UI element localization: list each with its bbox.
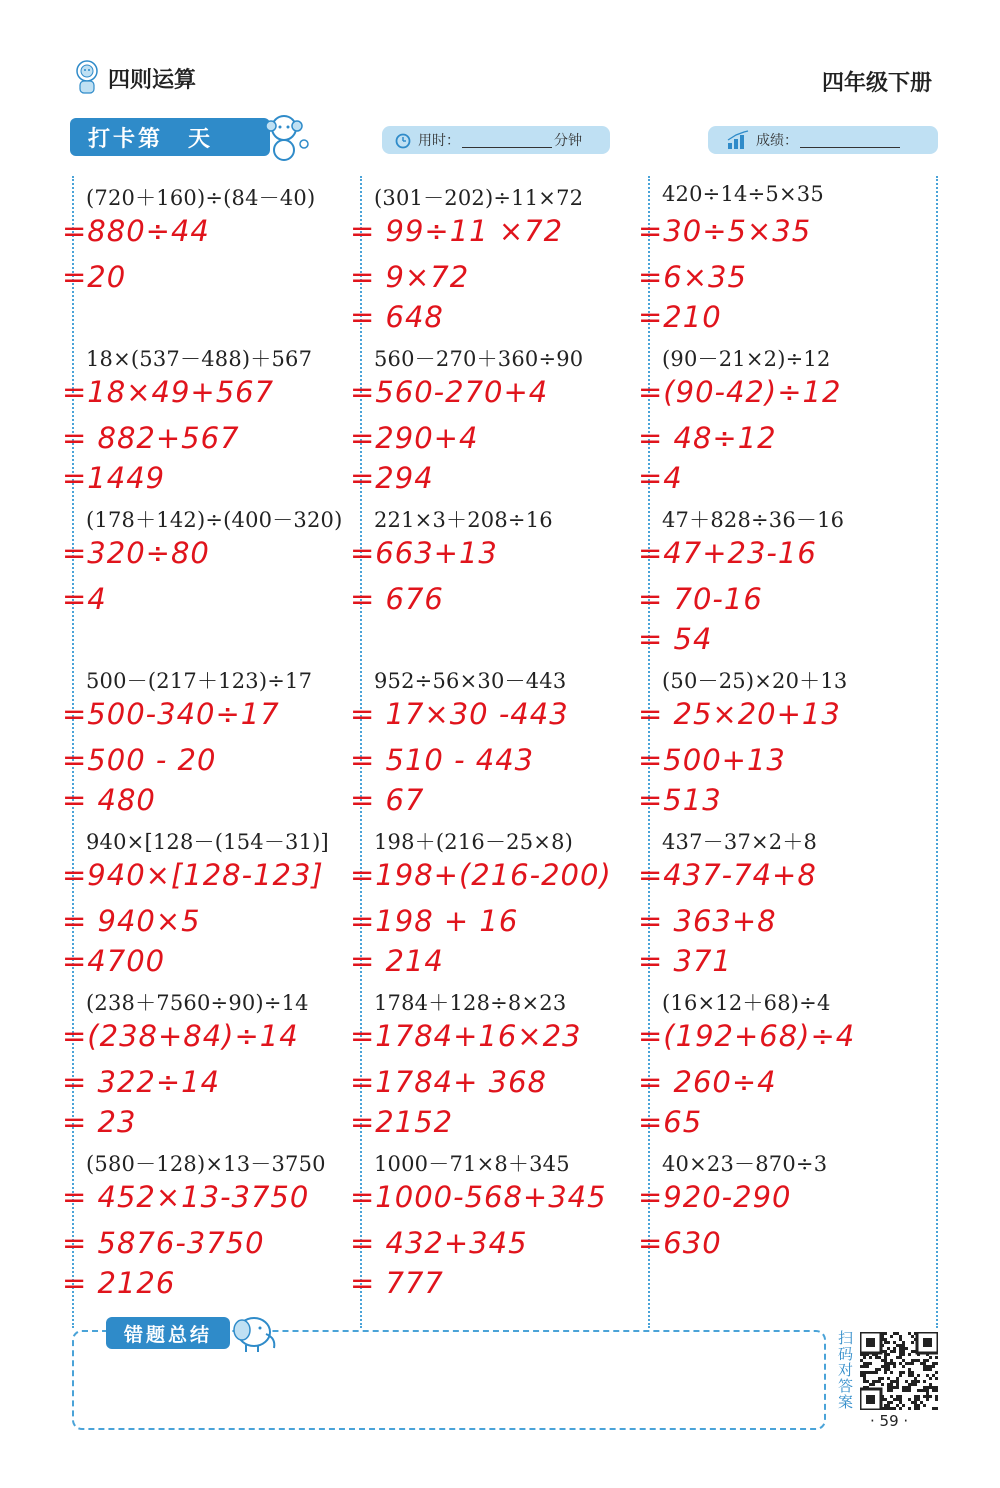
handwritten-step: =500+13 [638, 743, 786, 777]
handwritten-step: = 363+8 [638, 904, 777, 938]
problem-cell [62, 981, 360, 1142]
problem-expression: 40×23－870÷3 [662, 1152, 828, 1176]
handwritten-step: =2152 [350, 1105, 454, 1139]
problem-expression: 560－270＋360÷90 [374, 347, 584, 371]
handwritten-step: = 25×20+13 [638, 697, 841, 731]
time-field [382, 126, 610, 154]
problem-cell [62, 1142, 360, 1303]
handwritten-step: =4700 [62, 944, 166, 978]
handwritten-step: = 54 [638, 622, 713, 656]
problem-expression: (580－128)×13－3750 [86, 1152, 326, 1176]
problem-cell [62, 820, 360, 981]
handwritten-step: = 48÷12 [638, 421, 777, 455]
problem-expression: 952÷56×30－443 [374, 669, 567, 693]
time-label: 用时： [418, 133, 460, 149]
problem-expression: 221×3＋208÷16 [374, 508, 553, 532]
qr-code-icon[interactable] [860, 1332, 938, 1410]
handwritten-step: = 676 [350, 582, 444, 616]
handwritten-step: =500 - 20 [62, 743, 217, 777]
problem-expression: 437－37×2＋8 [662, 830, 818, 854]
scan-answer-label: 扫码对答案 [838, 1329, 854, 1411]
handwritten-step: =198 + 16 [350, 904, 519, 938]
handwritten-step: =4 [638, 461, 683, 495]
alarm-clock-icon [394, 131, 412, 149]
handwritten-step: =290+4 [350, 421, 479, 455]
problem-cell [350, 337, 648, 498]
page-number: · 59 · [870, 1412, 909, 1430]
score-label: 成绩： [756, 133, 798, 149]
problem-expression: (50－25)×20＋13 [662, 669, 848, 693]
handwritten-step: =500-340÷17 [62, 697, 280, 731]
handwritten-step: = 214 [350, 944, 444, 978]
handwritten-step: = 67 [350, 783, 425, 817]
problem-cell [62, 337, 360, 498]
handwritten-step: =294 [350, 461, 434, 495]
problem-expression: (720＋160)÷(84－40) [86, 186, 316, 210]
problem-expression: (301－202)÷11×72 [374, 186, 584, 210]
handwritten-step: =920-290 [638, 1180, 792, 1214]
problem-expression: 18×(537－488)＋567 [86, 347, 313, 371]
time-input-line[interactable] [462, 133, 552, 148]
problem-expression: (238＋7560÷90)÷14 [86, 991, 309, 1015]
problem-cell [62, 176, 360, 337]
handwritten-step: = 2126 [62, 1266, 176, 1300]
handwritten-step: = 23 [62, 1105, 137, 1139]
section-title: 四则运算 [108, 67, 197, 93]
section-header [72, 58, 196, 98]
monkey-mascot-icon [258, 110, 314, 166]
problem-cell [638, 498, 936, 659]
handwritten-step: =940×[128-123] [62, 858, 324, 892]
handwritten-step: =1000-568+345 [350, 1180, 607, 1214]
handwritten-step: = 777 [350, 1266, 444, 1300]
problem-expression: 198＋(216－25×8) [374, 830, 574, 854]
handwritten-step: =1449 [62, 461, 166, 495]
problem-cell [350, 176, 648, 337]
score-field [708, 126, 938, 154]
handwritten-step: =663+13 [350, 536, 498, 570]
problem-cell [350, 1142, 648, 1303]
problem-expression: (178＋142)÷(400－320) [86, 508, 343, 532]
problem-expression: 47＋828÷36－16 [662, 508, 845, 532]
elephant-mascot-icon [228, 1312, 280, 1354]
problem-expression: 1000－71×8＋345 [374, 1152, 570, 1176]
handwritten-step: = 452×13-3750 [62, 1180, 310, 1214]
problem-expression: 1784＋128÷8×23 [374, 991, 567, 1015]
lion-mascot-icon [72, 59, 102, 97]
handwritten-step: = 70-16 [638, 582, 763, 616]
handwritten-step: = 9×72 [350, 260, 470, 294]
handwritten-step: =513 [638, 783, 722, 817]
problem-cell [350, 820, 648, 981]
handwritten-step: =6×35 [638, 260, 747, 294]
handwritten-step: =560-270+4 [350, 375, 549, 409]
handwritten-step: = 882+567 [62, 421, 240, 455]
problem-expression: (90－21×2)÷12 [662, 347, 831, 371]
exercise-grid [62, 176, 938, 1328]
handwritten-step: =880÷44 [62, 214, 210, 248]
handwritten-step: = 480 [62, 783, 156, 817]
handwritten-step: =(90-42)÷12 [638, 375, 842, 409]
problem-expression: 940×[128－(154－31)] [86, 830, 329, 854]
handwritten-step: = 648 [350, 300, 444, 334]
handwritten-step: =630 [638, 1226, 722, 1260]
problem-expression: (16×12＋68)÷4 [662, 991, 831, 1015]
checkin-banner [70, 118, 270, 156]
problem-cell [350, 981, 648, 1142]
handwritten-step: =65 [638, 1105, 703, 1139]
handwritten-step: = 371 [638, 944, 732, 978]
column-divider [936, 176, 938, 1328]
handwritten-step: =210 [638, 300, 722, 334]
checkin-label: 打卡第 天 [88, 126, 214, 152]
problem-expression: 500－(217＋123)÷17 [86, 669, 313, 693]
handwritten-step: = 322÷14 [62, 1065, 221, 1099]
problem-cell [638, 981, 936, 1142]
time-unit: 分钟 [554, 133, 582, 149]
score-input-line[interactable] [800, 133, 900, 148]
handwritten-step: =18×49+567 [62, 375, 275, 409]
handwritten-step: =47+23-16 [638, 536, 817, 570]
bar-chart-icon [726, 130, 750, 150]
problem-cell [350, 659, 648, 820]
problem-cell [638, 820, 936, 981]
handwritten-step: = 17×30 -443 [350, 697, 569, 731]
handwritten-step: =1784+16×23 [350, 1019, 582, 1053]
handwritten-step: =437-74+8 [638, 858, 817, 892]
handwritten-step: =20 [62, 260, 127, 294]
problem-cell [638, 659, 936, 820]
handwritten-step: = 99÷11 ×72 [350, 214, 564, 248]
handwritten-step: =4 [62, 582, 107, 616]
problem-cell [350, 498, 648, 659]
problem-cell [638, 337, 936, 498]
handwritten-step: =320÷80 [62, 536, 210, 570]
problem-cell [638, 1142, 936, 1303]
mistake-summary-label: 错题总结 [106, 1317, 230, 1349]
problem-expression: 420÷14÷5×35 [662, 182, 824, 206]
handwritten-step: = 432+345 [350, 1226, 528, 1260]
handwritten-step: =198+(216-200) [350, 858, 612, 892]
grade-label: 四年级下册 [821, 71, 932, 96]
problem-cell [62, 498, 360, 659]
handwritten-step: =1784+ 368 [350, 1065, 547, 1099]
handwritten-step: =(238+84)÷14 [62, 1019, 299, 1053]
handwritten-step: = 5876-3750 [62, 1226, 265, 1260]
problem-cell [638, 176, 936, 337]
handwritten-step: = 260÷4 [638, 1065, 777, 1099]
handwritten-step: =30÷5×35 [638, 214, 812, 248]
handwritten-step: = 510 - 443 [350, 743, 535, 777]
handwritten-step: =(192+68)÷4 [638, 1019, 856, 1053]
handwritten-step: = 940×5 [62, 904, 201, 938]
problem-cell [62, 659, 360, 820]
